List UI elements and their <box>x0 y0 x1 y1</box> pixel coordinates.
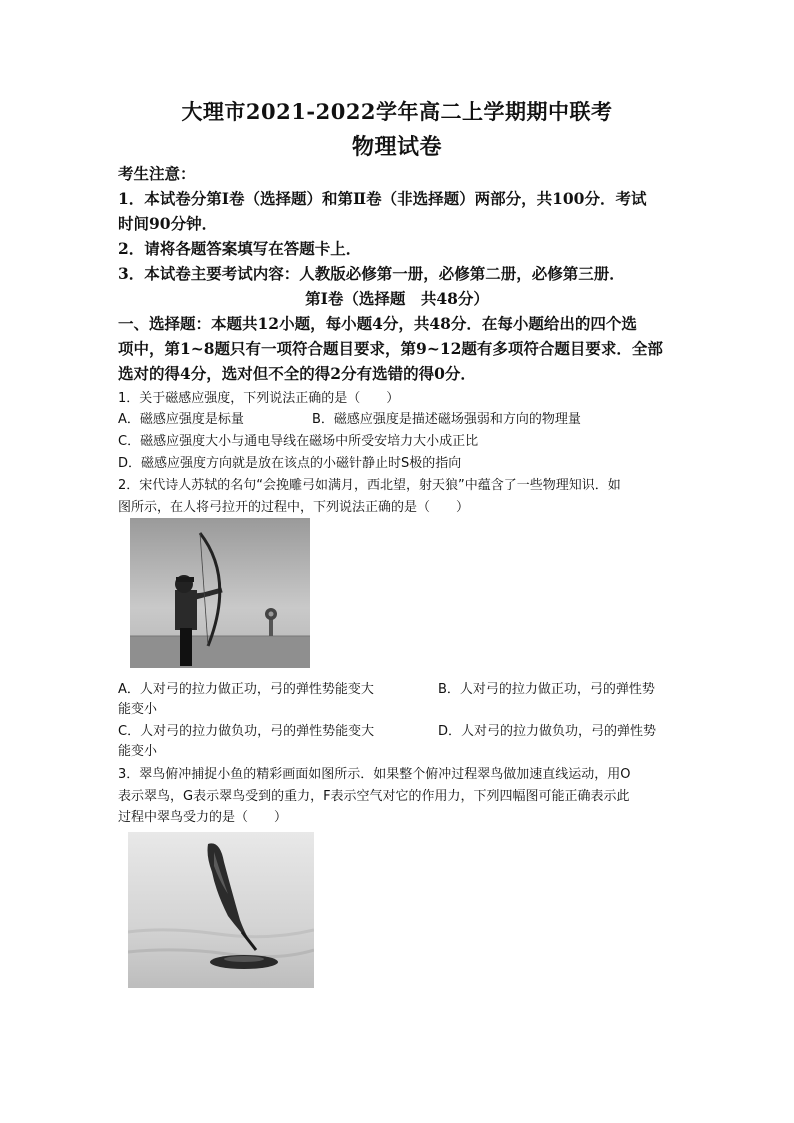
question-1-option-d: D．磁感应强度方向就是放在该点的小磁针静止时S极的指向 <box>118 456 462 471</box>
exam-title: 大理市2021-2022学年高二上学期期中联考 <box>181 99 613 124</box>
notice-item: 3．本试卷主要考试内容：人教版必修第一册，必修第二册，必修第三册． <box>118 264 625 283</box>
notice-item: 1．本试卷分第Ⅰ卷（选择题）和第Ⅱ卷（非选择题）两部分，共100分．考试 <box>118 189 647 208</box>
question-2-stem: 2．宋代诗人苏轼的名句“会挽雕弓如满月，西北望，射天狼”中蕴含了一些物理知识．如 <box>118 478 621 493</box>
question-3-stem: 表示翠鸟，G表示翠鸟受到的重力，F表示空气对它的作用力，下列四幅图可能正确表示此 <box>118 789 630 804</box>
question-2-option-d-cont: 能变小 <box>118 744 158 759</box>
section-instructions: 选对的得4分，选对但不全的得2分有选错的得0分． <box>118 364 476 383</box>
notice-item: 2．请将各题答案填写在答题卡上． <box>118 239 362 258</box>
exam-subtitle: 物理试卷 <box>351 134 442 160</box>
section-title: 第Ⅰ卷（选择题 共48分） <box>305 289 489 308</box>
notice-item: 时间90分钟． <box>118 214 218 233</box>
question-1-stem: 1．关于磁感应强度，下列说法正确的是（ ） <box>118 391 400 406</box>
notice-heading: 考生注意： <box>118 164 196 183</box>
question-3-stem: 3．翠鸟俯冲捕捉小鱼的精彩画面如图所示．如果整个俯冲过程翠鸟做加速直线运动，用O <box>118 767 631 782</box>
question-1-option-a: A．磁感应强度是标量 <box>118 412 244 427</box>
question-2-option-a: A．人对弓的拉力做正功，弓的弹性势能变大 <box>118 682 374 697</box>
archer-photo <box>130 518 310 668</box>
question-3-stem: 过程中翠鸟受力的是（ ） <box>118 810 288 825</box>
question-2-option-c: C．人对弓的拉力做负功，弓的弹性势能变大 <box>118 724 375 739</box>
question-1-option-c: C．磁感应强度大小与通电导线在磁场中所受安培力大小成正比 <box>118 434 479 449</box>
question-2-stem: 图所示，在人将弓拉开的过程中，下列说法正确的是（ ） <box>118 500 470 515</box>
question-2-option-b-cont: 能变小 <box>118 702 158 717</box>
section-instructions: 一、选择题：本题共12小题，每小题4分，共48分．在每小题给出的四个选 <box>118 314 637 333</box>
question-2-option-b: B．人对弓的拉力做正功，弓的弹性势 <box>438 682 655 697</box>
section-instructions: 项中，第1~8题只有一项符合题目要求，第9~12题有多项符合题目要求．全部 <box>118 339 663 358</box>
question-1-option-b: B．磁感应强度是描述磁场强弱和方向的物理量 <box>312 412 581 427</box>
kingfisher-photo <box>128 832 314 988</box>
question-2-option-d: D．人对弓的拉力做负功，弓的弹性势 <box>438 724 657 739</box>
